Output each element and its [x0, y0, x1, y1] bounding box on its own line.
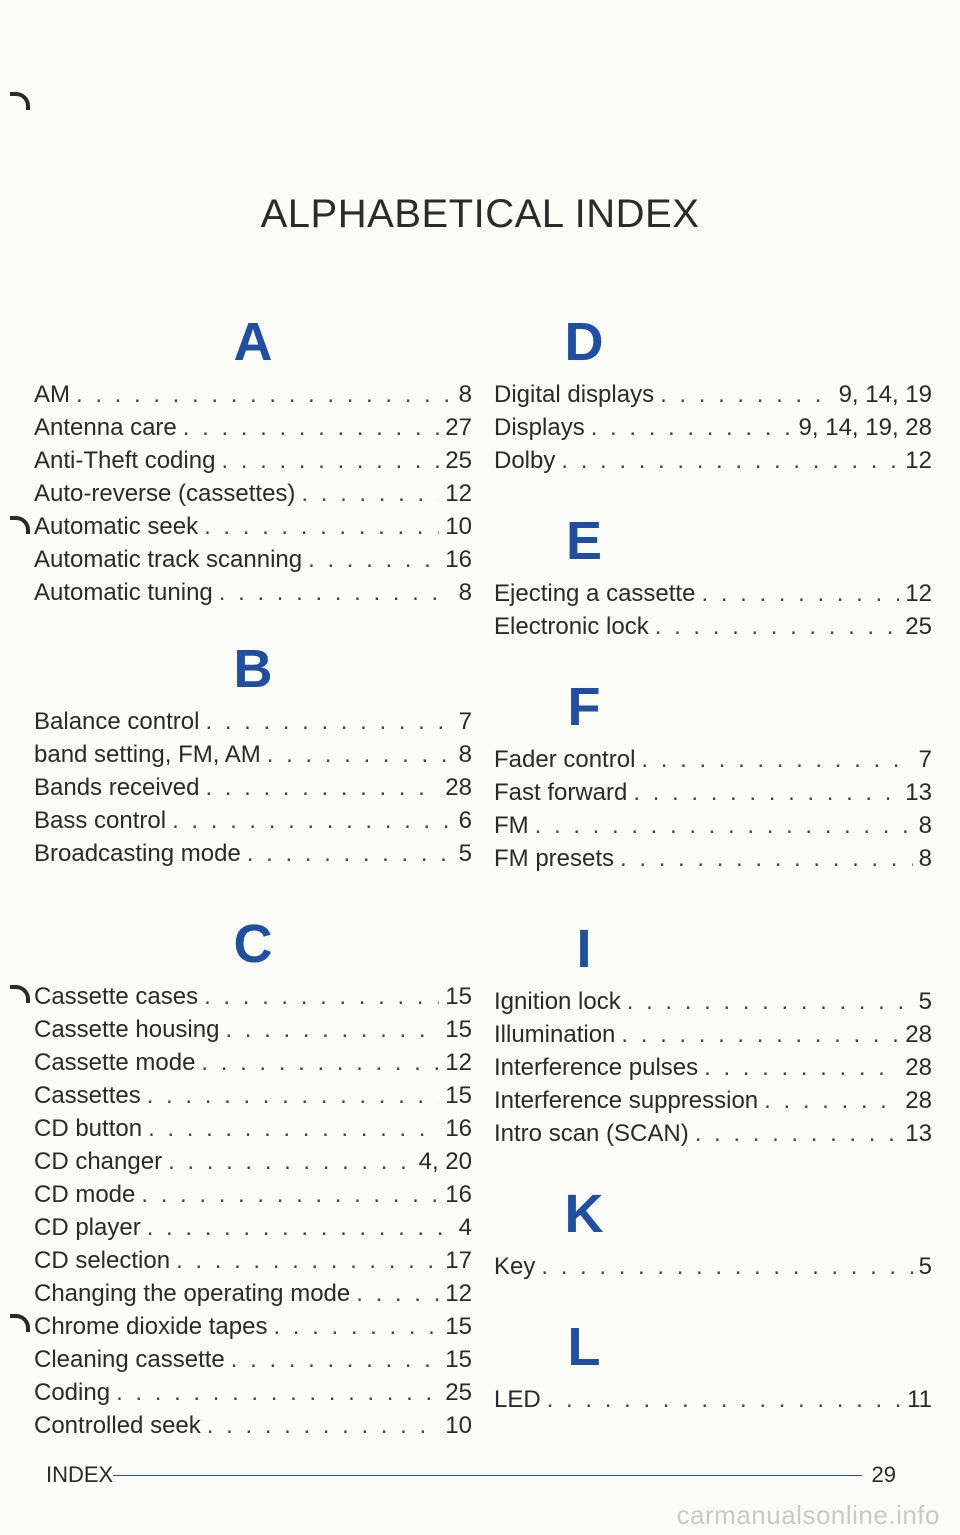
- leader-dots: [591, 411, 793, 444]
- index-section-i: [494, 917, 932, 1150]
- entry-term: Ejecting a cassette: [494, 580, 696, 607]
- index-entry: [34, 1046, 472, 1079]
- entry-pages: 8: [458, 579, 472, 606]
- index-entry: [34, 510, 472, 543]
- entry-term: Antenna care: [34, 414, 177, 441]
- entry-pages: 25: [445, 1379, 472, 1406]
- index-section-c: [34, 912, 472, 1442]
- index-section-f: [494, 675, 932, 875]
- margin-mark-top: [10, 92, 30, 110]
- entry-pages: 13: [905, 1120, 932, 1147]
- entry-term: Coding: [34, 1379, 111, 1406]
- watermark: carmanualsonline.info: [676, 1500, 940, 1530]
- leader-dots: [204, 980, 439, 1013]
- leader-dots: [620, 842, 913, 875]
- entry-term: Changing the operating mode: [34, 1280, 351, 1307]
- index-entry: [494, 1250, 932, 1283]
- index-entry: [34, 1079, 472, 1112]
- section-letter-k: K: [564, 1184, 604, 1244]
- index-entry: [34, 837, 472, 870]
- entry-term: Cassette housing: [34, 1016, 220, 1043]
- entry-pages: 5: [918, 988, 932, 1015]
- leader-dots: [273, 1310, 439, 1343]
- entry-pages: 15: [445, 1082, 472, 1109]
- entry-pages: 8: [918, 845, 932, 872]
- entry-pages: 7: [918, 746, 932, 773]
- entry-pages: 8: [918, 812, 932, 839]
- entry-term: Auto-reverse (cassettes): [34, 480, 296, 507]
- index-entry: [34, 1343, 472, 1376]
- entry-pages: 8: [458, 381, 472, 408]
- index-entry: [34, 771, 472, 804]
- leader-dots: [633, 776, 899, 809]
- index-column-left: [34, 310, 472, 1442]
- leader-dots: [172, 804, 453, 837]
- margin-mark-chrome-dioxide: [10, 1314, 30, 1332]
- entry-term: Automatic seek: [34, 513, 199, 540]
- index-entry: [34, 980, 472, 1013]
- entry-pages: 7: [458, 708, 472, 735]
- leader-dots: [621, 1018, 899, 1051]
- index-entry: [494, 1383, 932, 1416]
- entry-term: Cassette mode: [34, 1049, 196, 1076]
- entry-pages: 15: [445, 1016, 472, 1043]
- entry-pages: 5: [458, 840, 472, 867]
- index-entry: [494, 1018, 932, 1051]
- entry-term: AM: [34, 381, 70, 408]
- leader-dots: [247, 837, 453, 870]
- entry-term: FM: [494, 812, 529, 839]
- section-letter-c: C: [233, 914, 273, 974]
- index-entry: [494, 1051, 932, 1084]
- index-entry: [34, 1409, 472, 1442]
- index-entry: [34, 576, 472, 609]
- entry-term: CD player: [34, 1214, 141, 1241]
- entry-pages: 16: [445, 1181, 472, 1208]
- section-letter-f: F: [567, 677, 601, 737]
- entry-term: band setting, FM, AM: [34, 741, 261, 768]
- index-entry: [34, 378, 472, 411]
- leader-dots: [356, 1277, 439, 1310]
- index-entry: [34, 477, 472, 510]
- entry-term: Cleaning cassette: [34, 1346, 225, 1373]
- index-section-l: [494, 1315, 932, 1416]
- entry-pages: 6: [458, 807, 472, 834]
- leader-dots: [221, 444, 439, 477]
- index-entry: [34, 543, 472, 576]
- entry-pages: 15: [445, 1346, 472, 1373]
- entry-pages: 11: [907, 1386, 932, 1413]
- leader-dots: [205, 705, 452, 738]
- index-entry: [494, 809, 932, 842]
- leader-dots: [655, 610, 900, 643]
- section-letter-l: L: [567, 1317, 601, 1377]
- entry-term: Bands received: [34, 774, 200, 801]
- leader-dots: [704, 1051, 899, 1084]
- leader-dots: [660, 378, 833, 411]
- section-letter-b: B: [233, 639, 273, 699]
- entry-term: Displays: [494, 414, 585, 441]
- entry-pages: 28: [905, 1021, 932, 1048]
- entry-pages: 12: [905, 580, 932, 607]
- leader-dots: [204, 510, 439, 543]
- index-entry: [494, 776, 932, 809]
- margin-mark-automatic-seek: [10, 516, 30, 534]
- entry-term: FM presets: [494, 845, 615, 872]
- index-entry: [494, 378, 932, 411]
- page-number: 29: [871, 1462, 896, 1487]
- entry-pages: 15: [445, 1313, 472, 1340]
- entry-term: Automatic tuning: [34, 579, 213, 606]
- entry-term: Illumination: [494, 1021, 616, 1048]
- leader-dots: [267, 738, 453, 771]
- entry-pages: 4, 20: [418, 1148, 472, 1175]
- entry-pages: 16: [445, 1115, 472, 1142]
- index-entry: [34, 1211, 472, 1244]
- leader-dots: [225, 1013, 439, 1046]
- entry-pages: 27: [445, 414, 472, 441]
- leader-dots: [148, 1112, 439, 1145]
- entry-term: Cassettes: [34, 1082, 141, 1109]
- index-entry: [494, 842, 932, 875]
- entry-pages: 28: [905, 1054, 932, 1081]
- leader-dots: [561, 444, 899, 477]
- leader-dots: [541, 1250, 912, 1283]
- index-entry: [494, 1117, 932, 1150]
- index-entry: [494, 1084, 932, 1117]
- entry-term: Bass control: [34, 807, 167, 834]
- index-entry: [34, 738, 472, 771]
- entry-pages: 12: [445, 1280, 472, 1307]
- leader-dots: [141, 1178, 439, 1211]
- section-letter-i: I: [576, 919, 592, 979]
- entry-term: CD mode: [34, 1181, 136, 1208]
- index-entry: [494, 444, 932, 477]
- entry-pages: 12: [445, 1049, 472, 1076]
- entry-pages: 17: [445, 1247, 472, 1274]
- index-entry: [34, 444, 472, 477]
- leader-dots: [176, 1244, 439, 1277]
- entry-pages: 10: [445, 1412, 472, 1439]
- leader-dots: [764, 1084, 899, 1117]
- entry-term: CD button: [34, 1115, 143, 1142]
- index-entry: [494, 743, 932, 776]
- index-entry: [34, 804, 472, 837]
- leader-dots: [231, 1343, 440, 1376]
- index-section-d: [494, 310, 932, 477]
- entry-term: CD changer: [34, 1148, 163, 1175]
- entry-term: Broadcasting mode: [34, 840, 241, 867]
- entry-pages: 16: [445, 546, 472, 573]
- entry-pages: 9, 14, 19, 28: [798, 414, 932, 441]
- section-letter-d: D: [564, 312, 604, 372]
- leader-dots: [701, 577, 899, 610]
- entry-pages: 12: [905, 447, 932, 474]
- entry-pages: 4: [458, 1214, 472, 1241]
- index-entry: [494, 985, 932, 1018]
- leader-dots: [547, 1383, 901, 1416]
- entry-term: Ignition lock: [494, 988, 621, 1015]
- leader-dots: [201, 1046, 439, 1079]
- index-entry: [34, 1112, 472, 1145]
- section-letter-e: E: [565, 511, 603, 571]
- index-entry: [34, 1310, 472, 1343]
- entry-pages: 25: [905, 613, 932, 640]
- page-footer: [46, 1462, 896, 1488]
- entry-term: CD selection: [34, 1247, 171, 1274]
- leader-dots: [695, 1117, 900, 1150]
- entry-pages: 15: [445, 983, 472, 1010]
- entry-pages: 28: [905, 1087, 932, 1114]
- entry-term: Digital displays: [494, 381, 655, 408]
- footer-rule: [113, 1475, 861, 1476]
- entry-term: Fast forward: [494, 779, 628, 806]
- index-section-a: [34, 310, 472, 609]
- entry-pages: 9, 14, 19: [838, 381, 932, 408]
- index-entry: [34, 1244, 472, 1277]
- entry-term: Balance control: [34, 708, 200, 735]
- index-entry: [494, 577, 932, 610]
- footer-label: INDEX: [46, 1462, 114, 1487]
- entry-term: Fader control: [494, 746, 636, 773]
- index-entry: [494, 411, 932, 444]
- entry-pages: 28: [445, 774, 472, 801]
- index-section-e: [494, 509, 932, 643]
- leader-dots: [205, 771, 439, 804]
- entry-term: Electronic lock: [494, 613, 649, 640]
- index-entry: [34, 1178, 472, 1211]
- entry-term: Controlled seek: [34, 1412, 201, 1439]
- index-section-k: [494, 1182, 932, 1283]
- entry-term: Interference pulses: [494, 1054, 699, 1081]
- leader-dots: [147, 1211, 453, 1244]
- leader-dots: [627, 985, 913, 1018]
- entry-term: Automatic track scanning: [34, 546, 303, 573]
- page-title: ALPHABETICAL INDEX: [260, 192, 700, 236]
- entry-pages: 5: [918, 1253, 932, 1280]
- entry-term: Key: [494, 1253, 536, 1280]
- index-column-right: [494, 310, 932, 1416]
- index-entry: [34, 411, 472, 444]
- leader-dots: [301, 477, 439, 510]
- section-letter-a: A: [233, 312, 273, 372]
- leader-dots: [535, 809, 913, 842]
- index-entry: [34, 705, 472, 738]
- index-entry: [34, 1013, 472, 1046]
- entry-pages: 10: [445, 513, 472, 540]
- leader-dots: [76, 378, 453, 411]
- entry-term: Intro scan (SCAN): [494, 1120, 689, 1147]
- leader-dots: [168, 1145, 413, 1178]
- leader-dots: [207, 1409, 440, 1442]
- index-entry: [494, 610, 932, 643]
- entry-pages: 8: [458, 741, 472, 768]
- margin-mark-cassette-cases: [10, 985, 30, 1003]
- entry-pages: 13: [905, 779, 932, 806]
- entry-term: Interference suppression: [494, 1087, 759, 1114]
- leader-dots: [641, 743, 912, 776]
- leader-dots: [147, 1079, 440, 1112]
- entry-term: Cassette cases: [34, 983, 199, 1010]
- leader-dots: [308, 543, 439, 576]
- entry-pages: 25: [445, 447, 472, 474]
- entry-term: Dolby: [494, 447, 556, 474]
- entry-term: LED: [494, 1386, 541, 1413]
- index-entry: [34, 1145, 472, 1178]
- entry-term: Chrome dioxide tapes: [34, 1313, 268, 1340]
- index-entry: [34, 1277, 472, 1310]
- leader-dots: [183, 411, 440, 444]
- entry-pages: 12: [445, 480, 472, 507]
- entry-term: Anti-Theft coding: [34, 447, 216, 474]
- leader-dots: [116, 1376, 439, 1409]
- index-section-b: [34, 637, 472, 870]
- index-entry: [34, 1376, 472, 1409]
- leader-dots: [219, 576, 453, 609]
